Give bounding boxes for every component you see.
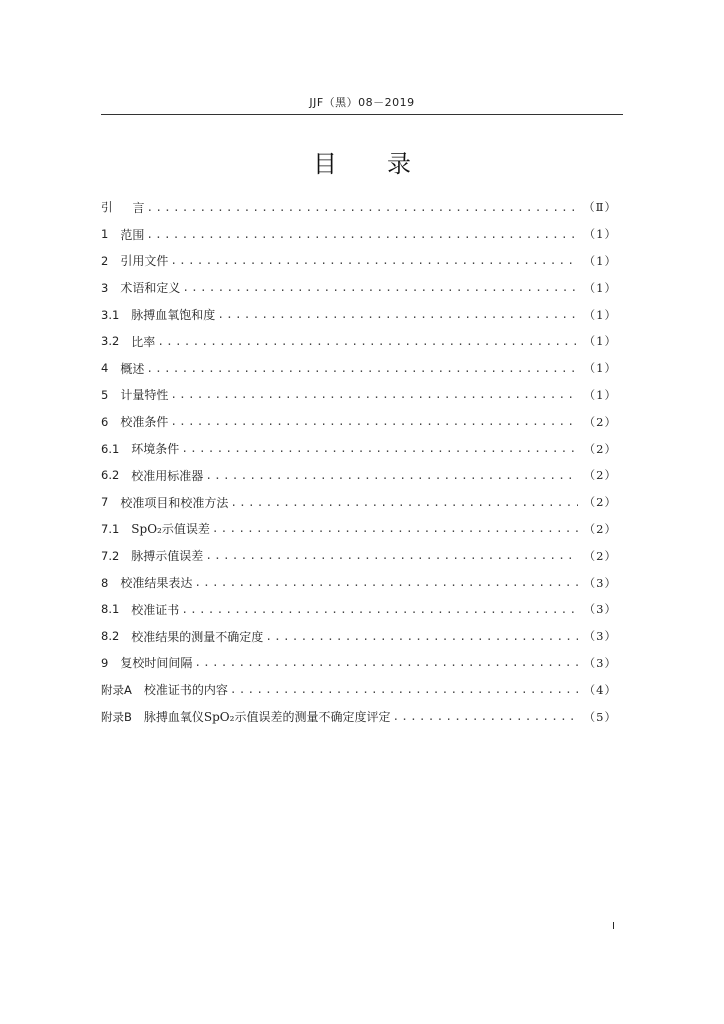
toc-entry-label: 校准用标准器 (131, 468, 204, 483)
toc-entry-appendix[interactable] (101, 703, 617, 730)
toc-entry-page: （2） (583, 548, 617, 563)
toc-entry-page: （2） (583, 495, 617, 510)
table-of-contents (101, 194, 617, 730)
toc-entry[interactable] (101, 194, 617, 221)
toc-leader-dots (392, 710, 577, 723)
toc-leader-dots (170, 388, 577, 401)
toc-entry-label: 校准项目和校准方法 (120, 495, 229, 510)
toc-leader-dots (157, 335, 577, 348)
toc-leader-dots (170, 415, 577, 428)
toc-leader-dots (230, 496, 577, 509)
toc-entry-number: 4 (101, 361, 109, 376)
toc-entry-number: 3 (101, 280, 109, 295)
toc-entry-number: 7.2 (101, 548, 120, 563)
toc-entry-label: 环境条件 (131, 442, 180, 457)
toc-entry[interactable] (101, 382, 617, 409)
toc-entry-page: （2） (583, 414, 617, 429)
toc-entry[interactable] (101, 569, 617, 596)
toc-entry-page: （2） (583, 441, 617, 456)
toc-leader-dots (194, 576, 577, 589)
toc-entry[interactable] (101, 462, 617, 489)
toc-entry-label: 校准结果的测量不确定度 (131, 629, 264, 644)
toc-entry-page: （3） (583, 629, 617, 644)
toc-entry-page: （1） (583, 307, 617, 322)
toc-entry-number: 8.2 (101, 629, 120, 644)
toc-leader-dots (181, 442, 577, 455)
toc-entry-page: （Ⅱ） (583, 200, 617, 215)
toc-entry[interactable] (101, 516, 617, 543)
toc-entry[interactable] (101, 301, 617, 328)
toc-entry-label: 术语和定义 (120, 281, 181, 296)
toc-entry-page: （1） (583, 280, 617, 295)
toc-entry-appendix[interactable] (101, 676, 617, 703)
toc-entry-page: （3） (583, 655, 617, 670)
toc-entry-number: 7 (101, 495, 109, 510)
toc-entry-page: （3） (583, 575, 617, 590)
toc-entry-page: （5） (583, 709, 617, 724)
toc-entry-label: 校准证书的内容 (143, 683, 228, 698)
toc-entry-number: 6.2 (101, 468, 120, 483)
toc-entry[interactable] (101, 596, 617, 623)
toc-entry-page: （1） (583, 334, 617, 349)
toc-leader-dots (147, 201, 578, 214)
toc-entry-number: 2 (101, 253, 109, 268)
toc-entry-label: 校准条件 (120, 415, 169, 430)
toc-entry[interactable] (101, 489, 617, 516)
toc-entry-label: 校准结果表达 (120, 576, 193, 591)
toc-entry-label: SpO₂示值误差 (131, 522, 210, 537)
toc-entry-number: 引 (101, 200, 113, 215)
toc-entry-number: 8.1 (101, 602, 120, 617)
toc-entry-label: 引用文件 (120, 254, 169, 269)
toc-entry-label: 范围 (120, 227, 145, 242)
toc-entry-label: 计量特性 (120, 388, 169, 403)
toc-leader-dots (230, 683, 578, 696)
toc-leader-dots (212, 522, 578, 535)
header-divider (101, 114, 623, 115)
toc-entry[interactable] (101, 542, 617, 569)
toc-entry[interactable] (101, 408, 617, 435)
toc-entry-label: 脉搏示值误差 (131, 549, 204, 564)
page-number: Ⅰ (612, 921, 615, 932)
toc-entry-page: （2） (583, 468, 617, 483)
toc-leader-dots (181, 603, 577, 616)
toc-entry-number: 5 (101, 387, 109, 402)
document-header (0, 94, 724, 110)
toc-entry-page: （1） (583, 253, 617, 268)
toc-entry-number: 3.2 (101, 334, 120, 349)
toc-entry-label: 脉搏血氧仪SpO₂示值误差的测量不确定度评定 (143, 710, 391, 725)
toc-entry-label: 比率 (131, 334, 156, 349)
toc-leader-dots (205, 549, 577, 562)
toc-entry-label: 校准证书 (131, 602, 180, 617)
toc-entry-page: （1） (583, 387, 617, 402)
toc-leader-dots (146, 228, 577, 241)
toc-leader-dots (170, 254, 577, 267)
toc-entry-number: 8 (101, 575, 109, 590)
toc-leader-dots (146, 362, 577, 375)
toc-entry-page: （2） (583, 521, 617, 536)
toc-leader-dots (217, 308, 577, 321)
standard-code: JJF（黑）08－2019 (309, 96, 415, 109)
toc-entry-page: （4） (583, 682, 617, 697)
toc-entry-number: 3.1 (101, 307, 120, 322)
toc-leader-dots (182, 281, 577, 294)
toc-entry-page: （1） (583, 361, 617, 376)
toc-entry-label: 言 (132, 200, 145, 215)
toc-entry[interactable] (101, 435, 617, 462)
toc-leader-dots (205, 469, 577, 482)
toc-entry-page: （1） (583, 227, 617, 242)
toc-entry-label: 脉搏血氧饱和度 (131, 308, 216, 323)
toc-leader-dots (265, 630, 577, 643)
toc-entry[interactable] (101, 328, 617, 355)
toc-entry[interactable] (101, 274, 617, 301)
toc-entry-number: 6.1 (101, 441, 120, 456)
toc-entry[interactable] (101, 650, 617, 677)
toc-entry-number: 附录A (101, 682, 132, 697)
toc-leader-dots (194, 656, 577, 669)
toc-entry-number: 7.1 (101, 521, 120, 536)
toc-entry-number: 1 (101, 227, 109, 242)
toc-entry-label: 概述 (120, 361, 145, 376)
toc-entry[interactable] (101, 623, 617, 650)
toc-entry-number: 9 (101, 655, 109, 670)
toc-entry[interactable] (101, 221, 617, 248)
toc-entry[interactable] (101, 355, 617, 382)
toc-entry-page: （3） (583, 602, 617, 617)
page-title: 目录 (313, 150, 461, 178)
toc-entry-label: 复校时间间隔 (120, 656, 193, 671)
toc-entry-number: 6 (101, 414, 109, 429)
toc-entry[interactable] (101, 248, 617, 275)
toc-entry-number: 附录B (101, 709, 132, 724)
